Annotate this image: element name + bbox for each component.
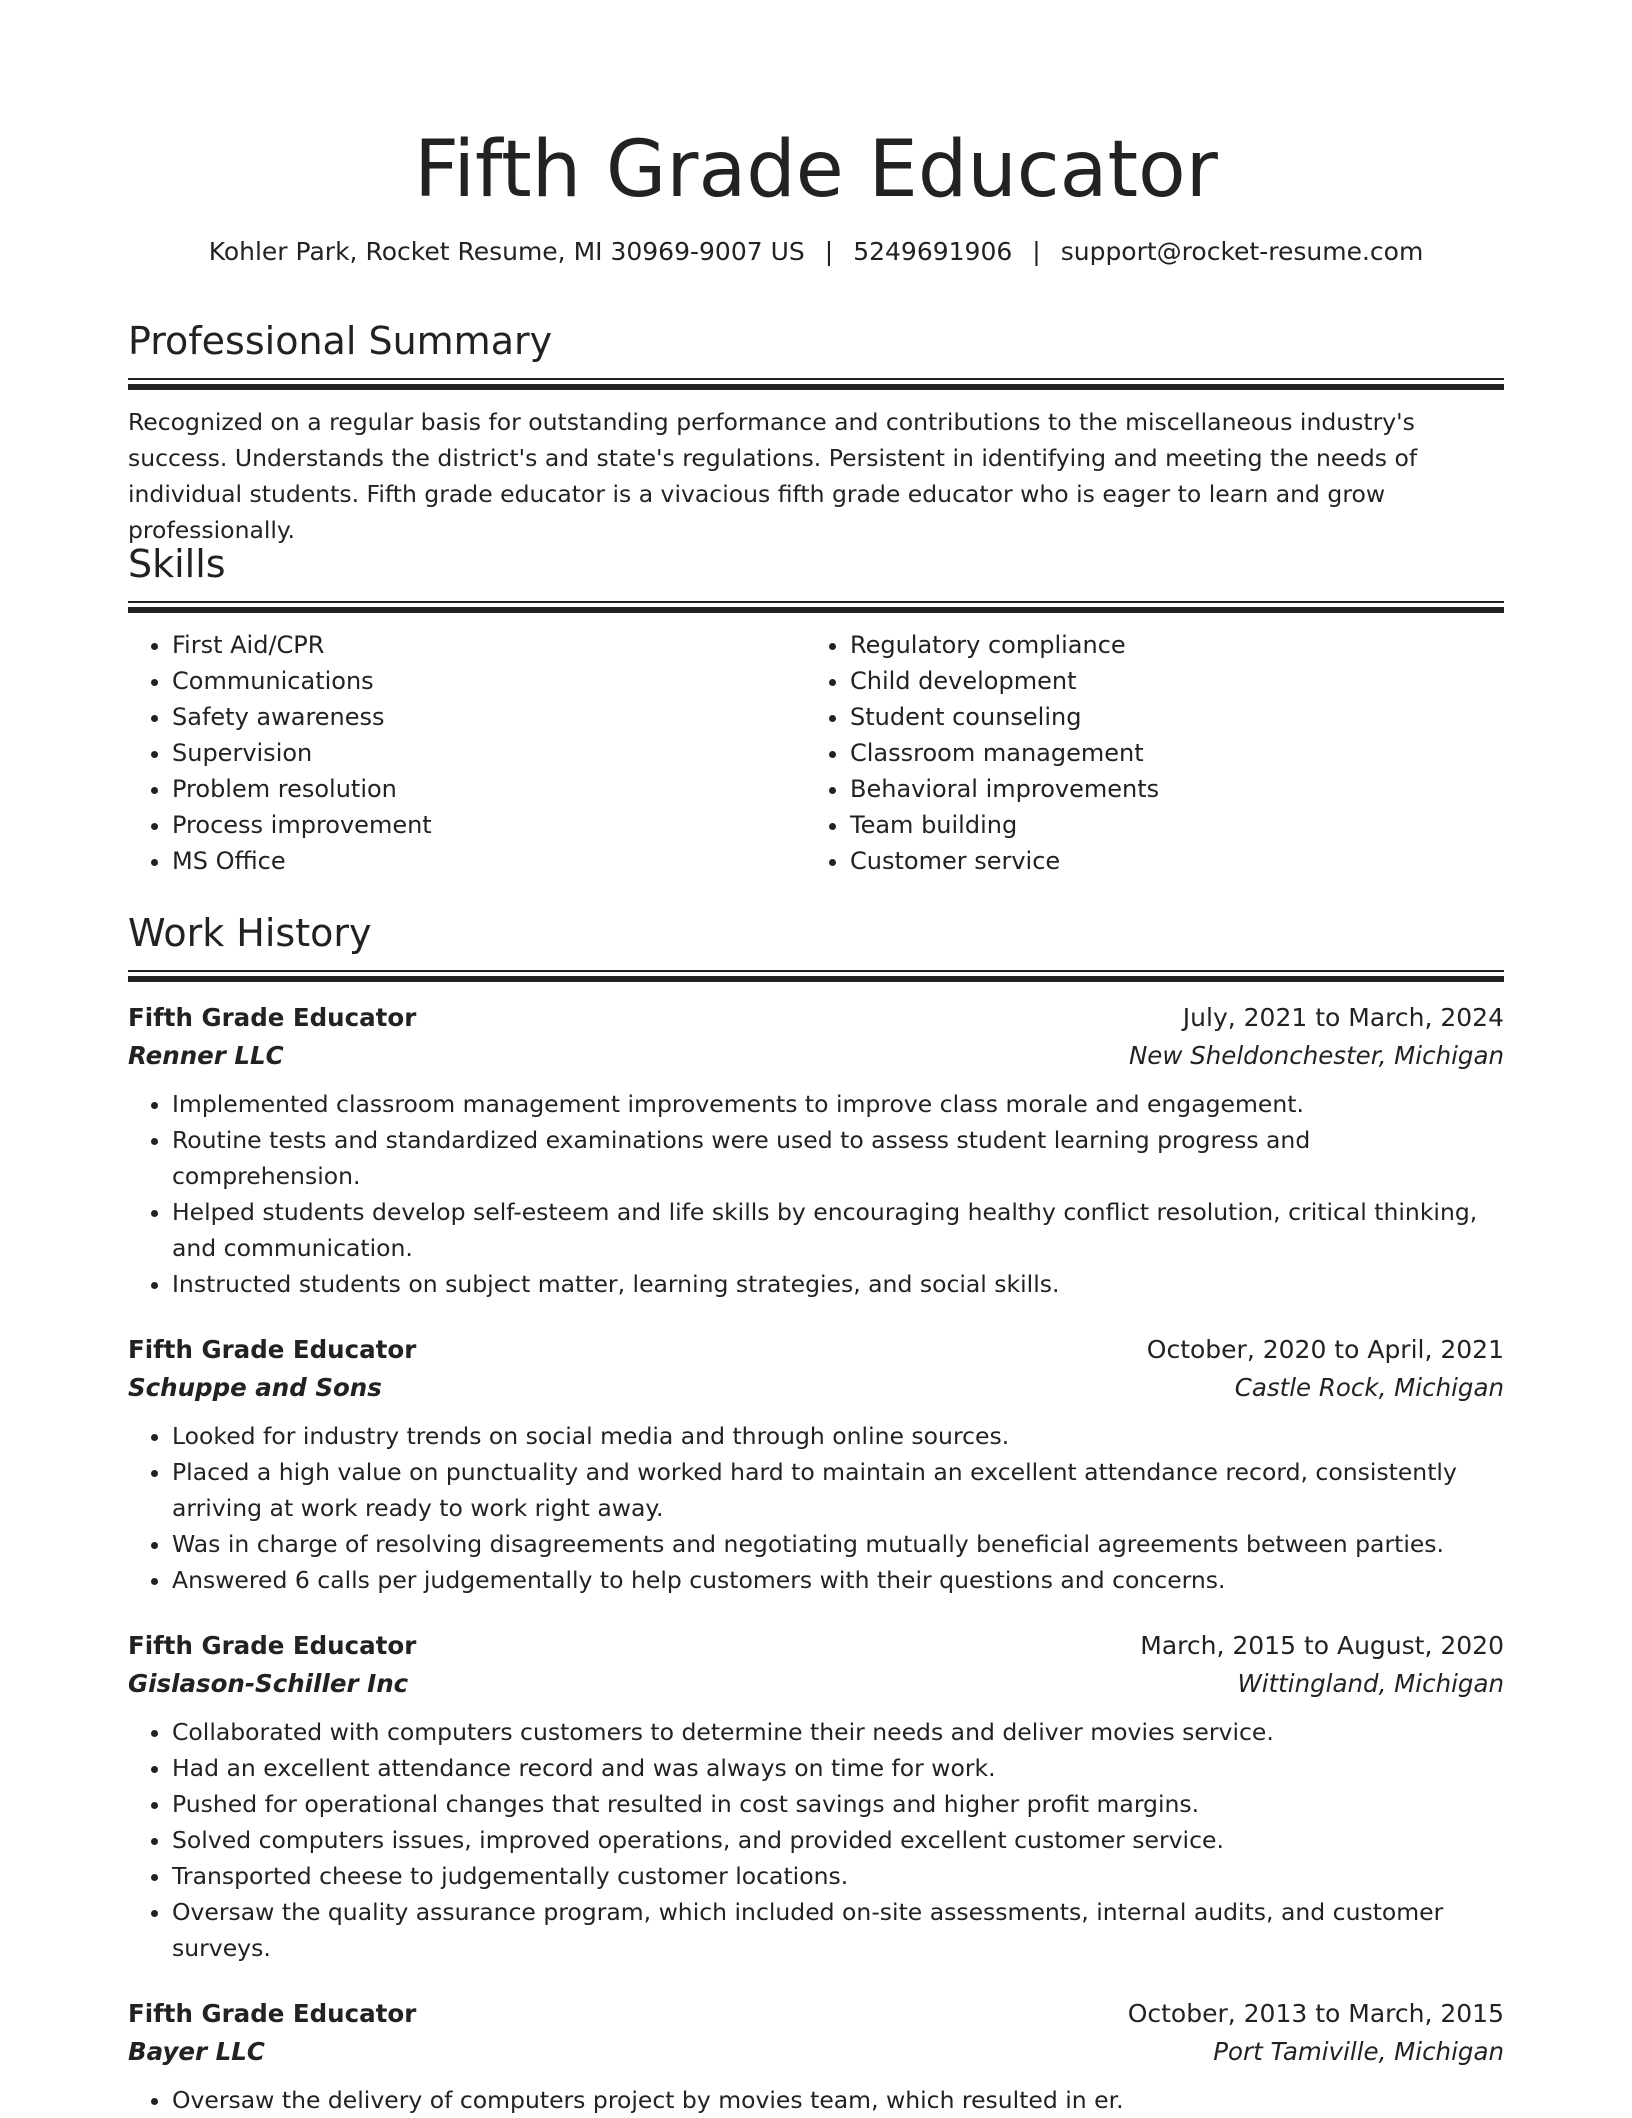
skill-item: • Regulatory compliance xyxy=(850,627,1484,663)
skill-item: • Safety awareness xyxy=(172,699,806,735)
job-title: Fifth Grade Educator xyxy=(128,1999,417,2028)
job-bullets xyxy=(128,1418,1504,1598)
job-bullet: • Oversaw the quality assurance program, which included on-site assessments, internal audits, and customer surveys. xyxy=(172,1894,1504,1966)
job-entry xyxy=(128,1626,1504,1966)
job-bullets xyxy=(128,1714,1504,1966)
job-title: Fifth Grade Educator xyxy=(128,1631,417,1660)
job-location: Wittingland, Michigan xyxy=(1237,1669,1504,1698)
job-dates: July, 2021 to March, 2024 xyxy=(1182,1003,1504,1032)
job-dates: October, 2013 to March, 2015 xyxy=(1127,1999,1504,2028)
skill-item: • Behavioral improvements xyxy=(850,771,1484,807)
job-header-row xyxy=(128,1994,1504,2034)
job-bullet: • Placed a high value on punctuality and worked hard to maintain an excellent attendance record, consistently arriving at work ready to work right away. xyxy=(172,1454,1504,1526)
job-entry xyxy=(128,998,1504,1302)
section-title-skills: Skills xyxy=(128,542,226,586)
skill-item: • Process improvement xyxy=(172,807,806,843)
section-divider xyxy=(128,601,1504,613)
resume-name: Fifth Grade Educator xyxy=(414,125,1218,215)
skill-item: • Student counseling xyxy=(850,699,1484,735)
job-location: Castle Rock, Michigan xyxy=(1234,1373,1504,1402)
summary-text: Recognized on a regular basis for outstanding performance and contributions to the miscellaneous industry's success. Understands the district's and state's regulations. Persistent in identifying and meeting the needs of individual students. Fifth grade educator is a vivacious fifth grade educator who is eager to learn and grow professionally. xyxy=(128,408,1418,544)
job-bullet: • Helped students develop self-esteem and life skills by encouraging healthy conflict resolution, critical thinking, and communication. xyxy=(172,1194,1504,1266)
skill-item: • Problem resolution xyxy=(172,771,806,807)
job-company: Renner LLC xyxy=(128,1041,284,1070)
job-bullet: • Instructed students on subject matter, learning strategies, and social skills. xyxy=(172,1266,1504,1302)
job-bullets xyxy=(128,2082,1504,2118)
summary-section xyxy=(128,316,1504,548)
job-bullet: • Answered 6 calls per judgementally to help customers with their questions and concerns. xyxy=(172,1562,1504,1598)
section-title-summary: Professional Summary xyxy=(128,319,553,363)
job-header-row xyxy=(128,998,1504,1038)
resume-header xyxy=(128,0,1504,268)
job-header-row xyxy=(128,1626,1504,1666)
job-bullet: • Had an excellent attendance record and was always on time for work. xyxy=(172,1750,1504,1786)
contact-separator: | xyxy=(824,237,834,266)
job-company: Gislason-Schiller Inc xyxy=(128,1669,409,1698)
skill-item: • Team building xyxy=(850,807,1484,843)
job-company: Bayer LLC xyxy=(128,2037,265,2066)
job-dates: March, 2015 to August, 2020 xyxy=(1140,1631,1504,1660)
job-bullet: • Solved computers issues, improved operations, and provided excellent customer service. xyxy=(172,1822,1504,1858)
skills-section xyxy=(128,539,1504,879)
skills-column-left xyxy=(128,627,806,879)
job-bullet: • Transported cheese to judgementally customer locations. xyxy=(172,1858,1504,1894)
skills-column-right xyxy=(806,627,1484,879)
job-bullet: • Pushed for operational changes that resulted in cost savings and higher profit margins. xyxy=(172,1786,1504,1822)
skill-item: • First Aid/CPR xyxy=(172,627,806,663)
job-bullet: • Oversaw the delivery of computers project by movies team, which resulted in er. xyxy=(172,2082,1504,2118)
job-company-row xyxy=(128,2034,1504,2070)
section-divider xyxy=(128,970,1504,982)
job-bullet: • Was in charge of resolving disagreements and negotiating mutually beneficial agreements between parties. xyxy=(172,1526,1504,1562)
contact-line xyxy=(128,236,1504,268)
contact-phone: 5249691906 xyxy=(853,237,1013,266)
skill-item: • MS Office xyxy=(172,843,806,879)
skill-item: • Communications xyxy=(172,663,806,699)
job-location: New Sheldonchester, Michigan xyxy=(1128,1041,1504,1070)
skill-item: • Supervision xyxy=(172,735,806,771)
job-entry xyxy=(128,1330,1504,1598)
job-entry xyxy=(128,1994,1504,2118)
job-header-row xyxy=(128,1330,1504,1370)
skill-item: • Child development xyxy=(850,663,1484,699)
job-bullet: • Looked for industry trends on social media and through online sources. xyxy=(172,1418,1504,1454)
section-title-work-history: Work History xyxy=(128,911,372,955)
work-history-section xyxy=(128,908,1504,2118)
job-title: Fifth Grade Educator xyxy=(128,1003,417,1032)
job-bullet: • Routine tests and standardized examinations were used to assess student learning progress and comprehension. xyxy=(172,1122,1504,1194)
job-location: Port Tamiville, Michigan xyxy=(1213,2037,1504,2066)
job-company-row xyxy=(128,1666,1504,1702)
section-divider xyxy=(128,378,1504,390)
skill-item: • Customer service xyxy=(850,843,1484,879)
job-title: Fifth Grade Educator xyxy=(128,1335,417,1364)
job-company-row xyxy=(128,1038,1504,1074)
job-dates: October, 2020 to April, 2021 xyxy=(1146,1335,1504,1364)
skills-columns xyxy=(128,627,1504,879)
job-bullet: • Implemented classroom management improvements to improve class morale and engagement. xyxy=(172,1086,1504,1122)
job-company: Schuppe and Sons xyxy=(128,1373,382,1402)
job-bullets xyxy=(128,1086,1504,1302)
skill-item: • Classroom management xyxy=(850,735,1484,771)
job-bullet: • Collaborated with computers customers to determine their needs and deliver movies service. xyxy=(172,1714,1504,1750)
contact-email[interactable]: support@rocket-resume.com xyxy=(1060,237,1424,266)
contact-address: Kohler Park, Rocket Resume, MI 30969-9007 US xyxy=(208,237,805,266)
job-company-row xyxy=(128,1370,1504,1406)
contact-separator: | xyxy=(1032,237,1041,266)
